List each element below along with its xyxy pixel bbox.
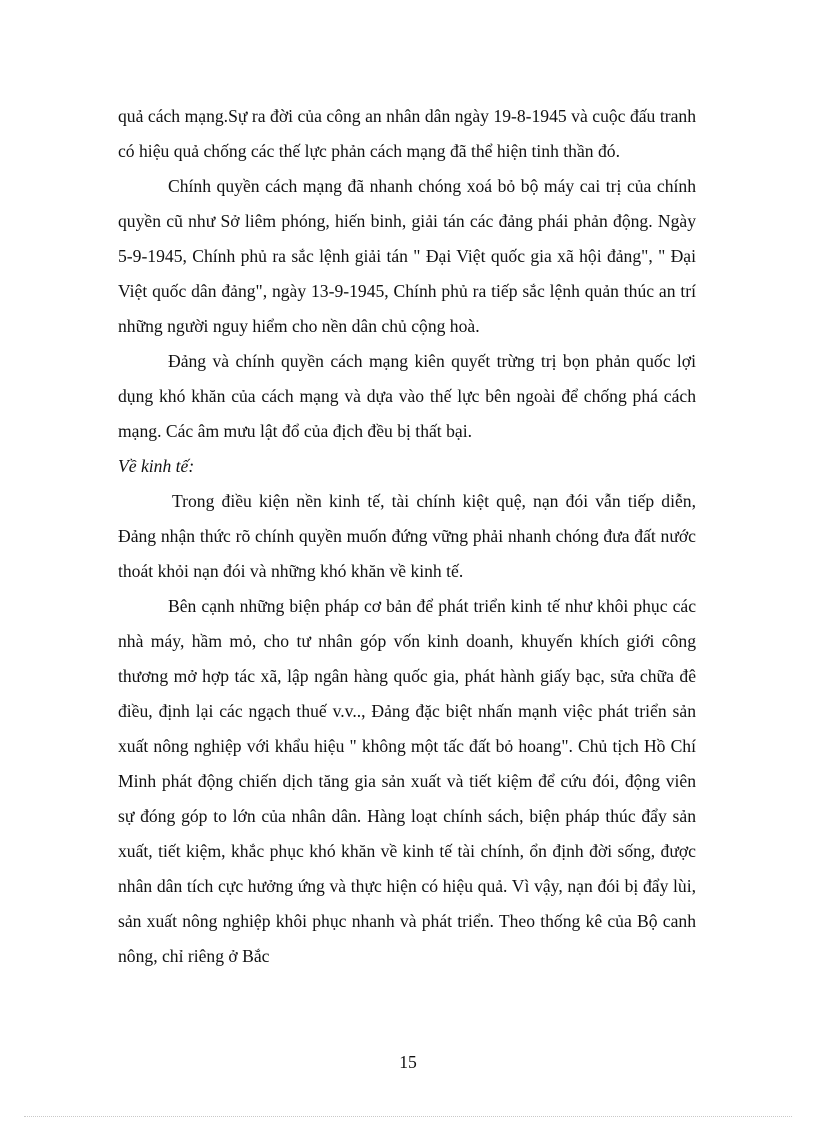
paragraph-5: Bên cạnh những biện pháp cơ bản để phát triển kinh tế như khôi phục các nhà máy, hầm mỏ, cho tư nhân góp vốn kinh doanh, khuyến khích giới công thương mở hợp tác xã, lập ngân hàng quốc gia, phát hành giấy bạc, sửa chữa đê điều, định lại các ngạch thuế v.v.., Đảng đặc biệt nhấn mạnh việc phát triển sản xuất nông nghiệp với khẩu hiệu " không một tấc đất bỏ hoang". Chủ tịch Hồ Chí Minh phát động chiến dịch tăng gia sản xuất và tiết kiệm để cứu đói, động viên sự đóng góp to lớn của nhân dân. Hàng loạt chính sách, biện pháp thúc đẩy sản xuất, tiết kiệm, khắc phục khó khăn về kinh tế tài chính, ổn định đời sống, được nhân dân tích cực hưởng ứng và thực hiện có hiệu quả. Vì vậy, nạn đói bị đẩy lùi, sản xuất nông nghiệp khôi phục nhanh và phát triển. Theo thống kê của Bộ canh nông, chỉ riêng ở Bắc [118,596,696,966]
paragraph-2: Chính quyền cách mạng đã nhanh chóng xoá bỏ bộ máy cai trị của chính quyền cũ như Sở liêm phóng, hiến binh, giải tán các đảng phái phản động. Ngày 5-9-1945, Chính phủ ra sắc lệnh giải tán " Đại Việt quốc gia xã hội đảng", " Đại Việt quốc dân đảng", ngày 13-9-1945, Chính phủ ra tiếp sắc lệnh quản thúc an trí những người nguy hiểm cho nền dân chủ cộng hoà. [118,176,696,336]
paragraph-1: quả cách mạng.Sự ra đời của công an nhân dân ngày 19-8-1945 và cuộc đấu tranh có hiệu quả chống các thế lực phản cách mạng đã thể hiện tinh thần đó. [118,106,696,161]
paragraph-4: Trong điều kiện nền kinh tế, tài chính kiệt quệ, nạn đói vẫn tiếp diễn, Đảng nhận thức rõ chính quyền muốn đứng vững phải nhanh chóng đưa đất nước thoát khỏi nạn đói và những khó khăn về kinh tế. [118,491,696,581]
body-text [118,99,696,974]
page-number: 15 [399,1052,417,1072]
footer-divider [24,1116,792,1117]
paragraph-3: Đảng và chính quyền cách mạng kiên quyết trừng trị bọn phản quốc lợi dụng khó khăn của cách mạng và dựa vào thế lực bên ngoài để chống phá cách mạng. Các âm mưu lật đổ của địch đều bị thất bại. [118,351,696,441]
section-heading: Về kinh tế: [118,456,195,476]
